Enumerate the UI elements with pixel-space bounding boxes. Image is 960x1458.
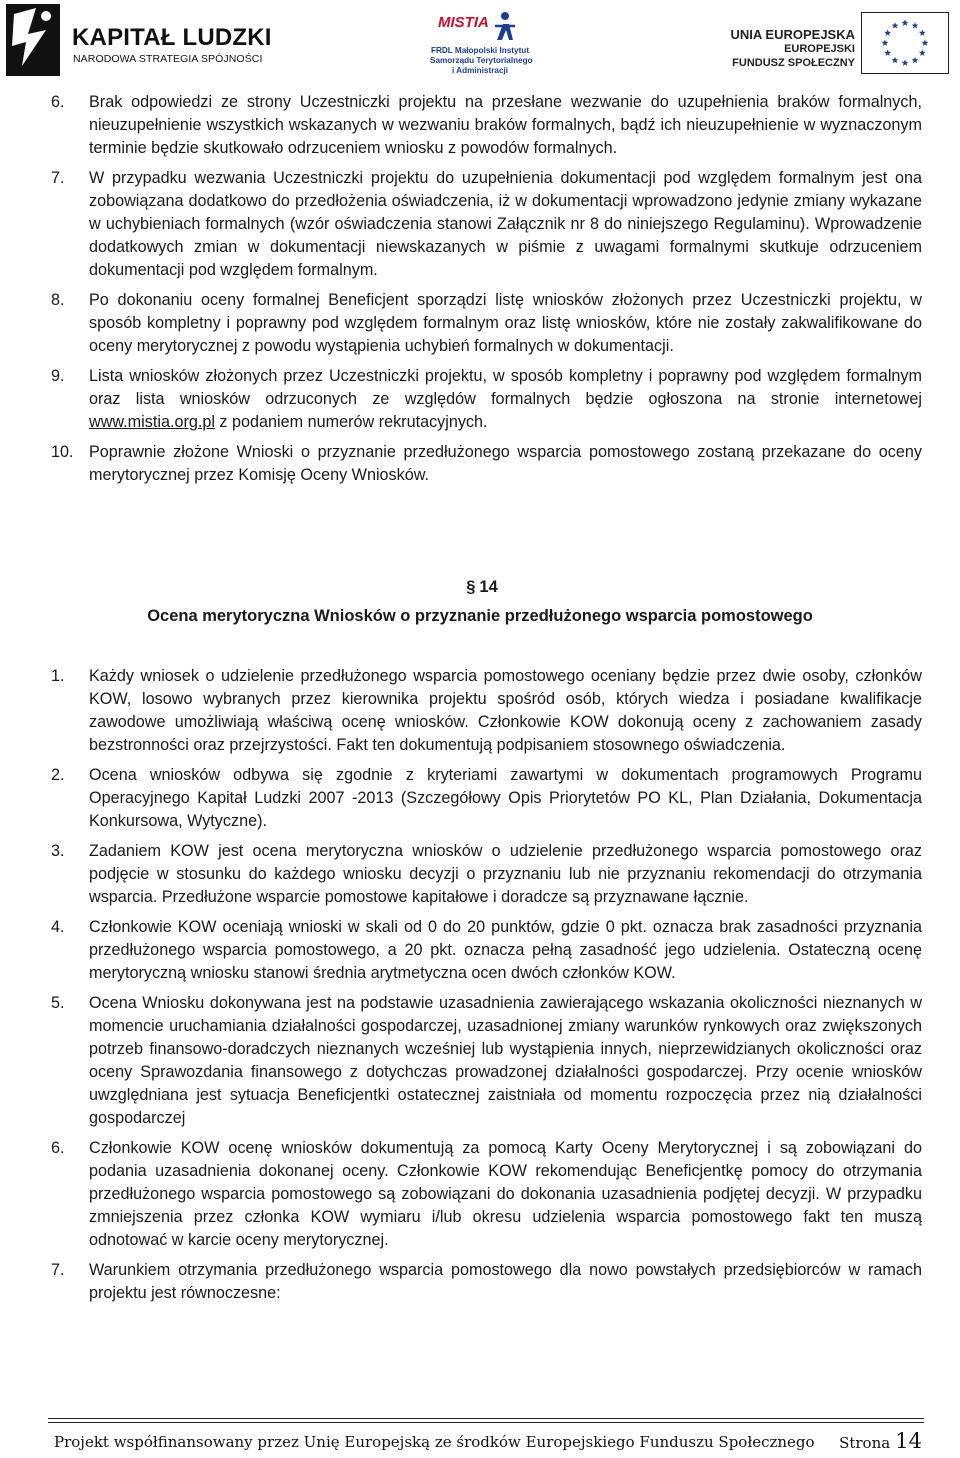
- eu-line-2: EUROPEJSKI: [784, 43, 855, 55]
- eu-star-icon: [884, 29, 891, 36]
- eu-star-icon: [919, 29, 926, 36]
- item-text: Brak odpowiedzi ze strony Uczestniczki projektu na przesłane wezwanie do uzupełnienia braków formalnych, nieuzupełnienie wszystkich wskazanych w wezwaniu braków formalnych, bądź ich nieuzupełnienie w wyznaczonym terminie będzie skutkowało odrzuceniem wniosku z powodów formalnych.: [89, 93, 922, 157]
- eu-line-1: UNIA EUROPEJSKA: [730, 27, 855, 42]
- formal-evaluation-list: [51, 91, 922, 494]
- item-text: Członkowie KOW ocenę wniosków dokumentują za pomocą Karty Oceny Merytorycznej i są zobowiązani do podania uzasadnienia dokonanej oceny. Członkowie KOW rekomendując Beneficjentkę pomocy do otrzymania przedłużonego wsparcia pomostowego są zobowiązani do dokonania uzasadnienia podjętej decyzji. W przypadku zmniejszenia przez członka KOW wymiaru i/lub okresu udzielenia wsparcia pomostowego fakt ten muszą odnotować w karcie oceny merytorycznej.: [89, 1139, 922, 1249]
- item-text-before-link: Lista wniosków złożonych przez Uczestniczki projektu, w sposób kompletny i poprawny pod względem formalnym oraz lista wniosków odrzuconych ze względów formalnych będzie ogłoszona na stronie internetowej: [89, 367, 922, 408]
- mistia-logo: [430, 6, 533, 78]
- eu-star-icon: [912, 57, 919, 64]
- item-number: 6.: [51, 1139, 65, 1157]
- kapital-ludzki-emblem-icon: [6, 4, 60, 76]
- item-number: 8.: [51, 291, 65, 309]
- item-number: 1.: [51, 667, 65, 685]
- eu-star-icon: [912, 22, 919, 29]
- item-text: Członkowie KOW oceniają wnioski w skali od 0 do 20 punktów, gdzie 0 pkt. oznacza brak zasadności przyznania przedłużonego wsparcia pomostowego, a 20 pkt. oznacza pełną zasadność jego udzielenia. Ostateczną ocenę merytoryczną wniosku stanowi średnia arytmetyczna ocen dwóch członków KOW.: [89, 918, 922, 982]
- section-symbol: §: [466, 578, 476, 596]
- item-number: 9.: [51, 367, 65, 385]
- list-item: [51, 91, 922, 160]
- eu-star-icon: [882, 39, 889, 46]
- list-item: [51, 665, 922, 757]
- eu-stars-icon: [862, 13, 948, 73]
- page-header: [0, 0, 960, 80]
- kapital-ludzki-logo: [6, 4, 272, 76]
- eu-star-icon: [902, 19, 909, 26]
- item-text: Warunkiem otrzymania przedłużonego wsparcia pomostowego dla nowo powstałych przedsiębiorców w ramach projektu jest równoczesne:: [89, 1261, 922, 1302]
- list-item: [51, 916, 922, 985]
- kapital-ludzki-title: KAPITAŁ LUDZKI: [72, 24, 272, 51]
- eu-star-icon: [884, 49, 891, 56]
- section-number: [0, 578, 960, 597]
- mistia-figure-icon: [485, 10, 525, 42]
- item-number: 7.: [51, 1261, 65, 1279]
- item-number: 2.: [51, 766, 65, 784]
- footer-cofinancing-note: Projekt współfinansowany przez Unię Europejską ze środków Europejskiego Funduszu Społecznego: [54, 1433, 815, 1451]
- section-number-value: 14: [479, 578, 498, 596]
- list-item: [51, 840, 922, 909]
- section-title: Ocena merytoryczna Wniosków o przyznanie przedłużonego wsparcia pomostowego: [147, 607, 813, 625]
- list-item: [51, 289, 922, 358]
- mistia-line-2: Samorządu Terytorialnego: [430, 56, 533, 65]
- page-label: Strona: [839, 1434, 891, 1452]
- eu-logo-text: [731, 28, 855, 70]
- merit-evaluation-list: [51, 665, 922, 1312]
- item-number: 3.: [51, 842, 65, 860]
- eu-flag-icon: [861, 12, 949, 74]
- footer-divider-thin: [48, 1422, 924, 1423]
- item-text: Po dokonaniu oceny formalnej Beneficjent sporządzi listę wniosków złożonych przez Uczestniczki projektu, w sposób kompletny i poprawny pod względem formalnym oraz listę wniosków, które nie zostały zakwalifikowane do oceny merytorycznej z powodu wystąpienia uchybień formalnych w dokumentacji.: [89, 291, 922, 355]
- item-text: Zadaniem KOW jest ocena merytoryczna wniosków o udzielenie przedłużonego wsparcia pomostowego oraz podjęcie w stosunku do każdego wniosku decyzji o przyznaniu lub nie przyznaniu rekomendacji do otrzymania wsparcia. Przedłużone wsparcie pomostowe kapitałowe i doradcze są przyznawane łącznie.: [89, 842, 922, 906]
- list-item: [51, 365, 922, 434]
- eu-logo: [730, 10, 955, 76]
- item-number: 6.: [51, 93, 65, 111]
- page-number: 14: [895, 1429, 922, 1453]
- list-item: [51, 764, 922, 833]
- item-text: W przypadku wezwania Uczestniczki projektu do uzupełnienia dokumentacji pod względem formalnym jest ona zobowiązana dodatkowo do przedłożenia oświadczenia, iż w dokumentacji wprowadzono jedynie zmiany wykazane w uchybieniach formalnych (wzór oświadczenia stanowi Załącznik nr 8 do niniejszego Regulaminu). Wprowadzenie dodatkowych zmian w dokumentacji niewskazanych w piśmie z uwagami formalnymi skutkuje odrzuceniem dokumentacji pod względem formalnym.: [89, 169, 922, 279]
- item-number: 4.: [51, 918, 65, 936]
- list-item: [51, 441, 922, 487]
- mistia-line-1: FRDL Małopolski Instytut: [430, 46, 530, 55]
- eu-star-icon: [922, 39, 929, 46]
- item-text: Każdy wniosek o udzielenie przedłużonego wsparcia pomostowego oceniany będzie przez dwie osoby, członków KOW, losowo wybranych przez kierownika projektu spośród osób, których wiedza i posiadane kwalifikacje zawodowe umożliwiają właściwą ocenę wniosków. Członkowie KOW dokonują oceny z zachowaniem zasady bezstronności oraz przejrzystości. Fakt ten dokumentują podpisaniem stosownego oświadczenia.: [89, 667, 922, 754]
- mistia-line-3: i Administracji: [451, 66, 509, 75]
- kapital-ludzki-subtitle: NARODOWA STRATEGIA SPÓJNOŚCI: [73, 53, 263, 65]
- list-item: [51, 1259, 922, 1305]
- list-item: [51, 992, 922, 1130]
- footer-page-indicator: [839, 1429, 922, 1453]
- eu-star-icon: [902, 59, 909, 66]
- eu-star-icon: [919, 49, 926, 56]
- mistia-wordmark: MISTIA: [438, 14, 489, 31]
- list-item: [51, 167, 922, 282]
- item-text: Poprawnie złożone Wnioski o przyznanie przedłużonego wsparcia pomostowego zostaną przekazane do oceny merytorycznej przez Komisję Oceny Wniosków.: [89, 443, 922, 484]
- mistia-website-link[interactable]: www.mistia.org.pl: [89, 413, 215, 431]
- item-number: 5.: [51, 994, 65, 1012]
- mistia-institute-name: [430, 46, 533, 76]
- list-item: [51, 1137, 922, 1252]
- item-text: Ocena wniosków odbywa się zgodnie z kryteriami zawartymi w dokumentach programowych Programu Operacyjnego Kapitał Ludzki 2007 -2013 (Szczegółowy Opis Priorytetów PO KL, Plan Działania, Dokumentacja Konkursowa, Wytyczne).: [89, 766, 922, 830]
- item-number: 10.: [51, 443, 74, 461]
- item-text-after-link: z podaniem numerów rekrutacyjnych.: [214, 413, 488, 431]
- item-text: Ocena Wniosku dokonywana jest na podstawie uzasadnienia zawierającego wskazania okoliczności nieznanych w momencie uruchamiania działalności gospodarczej, uzasadnionej zmiany warunków rynkowych oraz zwiększonych potrzeb finansowo-doradczych nieznanych wcześniej lub wystąpienia innych, nieprzewidzianych okoliczności oraz oceny Sprawozdania finansowego z dotychczas prowadzonej działalności gospodarczej. Przy ocenie wniosków uwzględniana jest sytuacja Beneficjentki ostatecznej zaistniała od momentu rozpoczęcia przez nią działalności gospodarczej: [89, 994, 922, 1127]
- eu-line-3: FUNDUSZ SPOŁECZNY: [732, 57, 855, 69]
- eu-star-icon: [892, 57, 899, 64]
- eu-star-icon: [892, 22, 899, 29]
- item-number: 7.: [51, 169, 65, 187]
- footer-divider: [48, 1418, 924, 1419]
